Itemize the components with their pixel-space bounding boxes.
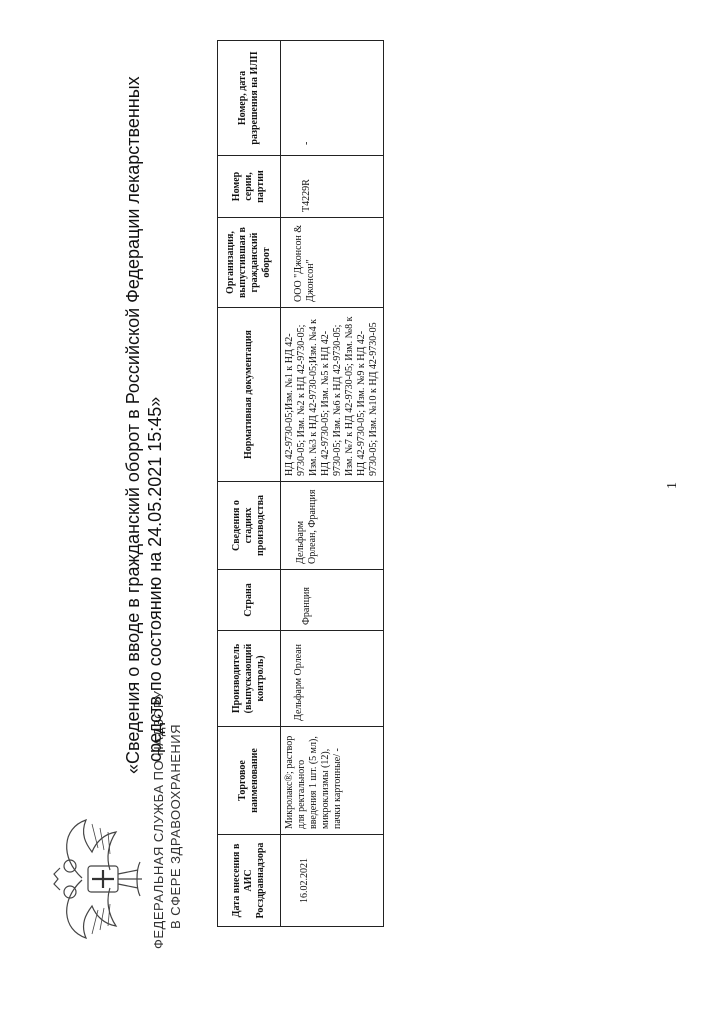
table-row bbox=[281, 41, 384, 927]
header-trade-name: Торговое наименование bbox=[218, 727, 281, 835]
cell-country: Франция bbox=[281, 570, 384, 631]
page-number: 1 bbox=[665, 482, 680, 489]
table-header-row bbox=[218, 41, 281, 927]
header-stages: Сведения о стадиях производства bbox=[218, 482, 281, 570]
title-line-2: средств по состоянию на 24.05.2021 15:45» bbox=[145, 396, 165, 762]
cell-manufacturer: Дельфарм Орлеан bbox=[281, 631, 384, 727]
header-batch: Номер серии, партии bbox=[218, 156, 281, 218]
header-organization: Организация, выпустившая в гражданский оборот bbox=[218, 218, 281, 308]
cell-permit: - bbox=[281, 41, 384, 156]
emblem-graphic bbox=[52, 814, 152, 944]
registry-table bbox=[217, 40, 384, 927]
agency-line-2: В СФЕРЕ ЗДРАВООХРАНЕНИЯ bbox=[168, 723, 183, 929]
header-permit: Номер, дата разрешения на ИЛП bbox=[218, 41, 281, 156]
header-manufacturer: Производитель (выпускающий контроль) bbox=[218, 631, 281, 727]
header-normative: Нормативная документация bbox=[218, 308, 281, 482]
header-country: Страна bbox=[218, 570, 281, 631]
agency-line-1: ФЕДЕРАЛЬНАЯ СЛУЖБА ПО НАДЗОРУ bbox=[151, 690, 166, 949]
cell-normative: НД 42-9730-05;Изм. №1 к НД 42-9730-05; Изм. №2 к НД 42-9730-05; Изм. №3 к НД 42-9730-05;Изм. №4 к НД 42-9730-05; Изм. №5 к НД 42-9730-05; Изм. №6 к НД 42-9730-05; Изм. №7 к НД 42-9730-05; Изм. №8 к НД 42-9730-05; Изм. №9 к НД 42-9730-05; Изм. №10 к НД 42-9730-05 bbox=[281, 308, 384, 482]
eagle-emblem-icon bbox=[52, 814, 152, 944]
cell-batch: T4229R bbox=[281, 156, 384, 218]
document-title bbox=[122, 76, 166, 774]
title-line-1: «Сведения о вводе в гражданский оборот в Российской Федерации лекарственных bbox=[123, 76, 143, 774]
cell-date: 16.02.2021 bbox=[281, 835, 384, 927]
cell-trade-name: Микролакс®; раствор для ректального введения 1 шт. (5 мл), микроклизмы (12), пачки картонные/ - bbox=[281, 727, 384, 835]
header-date: Дата внесения в АИС Росздравнадзора bbox=[218, 835, 281, 927]
cell-stages: Дельфарм Орлеан, Франция bbox=[281, 482, 384, 570]
cell-organization: ООО "Джонсон & Джонсон" bbox=[281, 218, 384, 308]
